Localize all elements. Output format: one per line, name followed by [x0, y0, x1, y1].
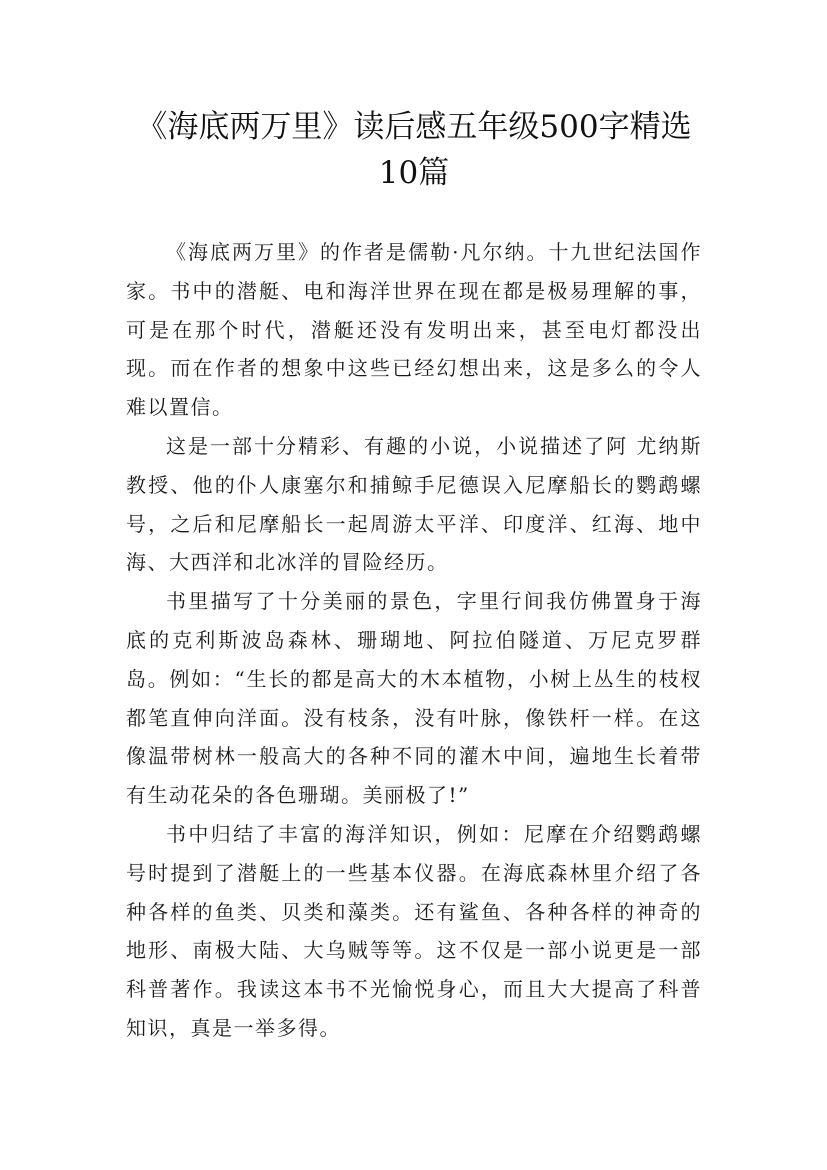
- paragraph-1: 《海底两万里》的作者是儒勒·凡尔纳。十九世纪法国作家。书中的潜艇、电和海洋世界在现在都是极易理解的事，可是在那个时代，潜艇还没有发明出来，甚至电灯都没出现。而在作者的想象中这些已经幻想出来，这是多么的令人难以置信。: [126, 240, 702, 420]
- paragraph-2: 这是一部十分精彩、有趣的小说，小说描述了阿 尤纳斯教授、他的仆人康塞尔和捕鲸手尼德误入尼摩船长的鹦鹉螺号，之后和尼摩船长一起周游太平洋、印度洋、红海、地中海、大西洋和北冰洋的冒险经历。: [126, 433, 702, 575]
- document-body: [126, 233, 702, 1048]
- document-title: 《海底两万里》读后感五年级500字精选10篇: [136, 109, 692, 191]
- paragraph-4: 书中归结了丰富的海洋知识，例如：尼摩在介绍鹦鹉螺号时提到了潜艇上的一些基本仪器。在海底森林里介绍了各种各样的鱼类、贝类和藻类。还有鲨鱼、各种各样的神奇的地形、南极大陆、大乌贼等等。这不仅是一部小说更是一部科普著作。我读这本书不光愉悦身心，而且大大提高了科普知识，真是一举多得。: [126, 821, 702, 1040]
- paragraph-3: 书里描写了十分美丽的景色，字里行间我仿佛置身于海底的克利斯波岛森林、珊瑚地、阿拉伯隧道、万尼克罗群岛。例如：“生长的都是高大的木本植物，小树上丛生的枝杈都笔直伸向洋面。没有枝条，没有叶脉，像铁杆一样。在这像温带树林一般高大的各种不同的灌木中间，遍地生长着带有生动花朵的各色珊瑚。美丽极了!”: [126, 589, 702, 808]
